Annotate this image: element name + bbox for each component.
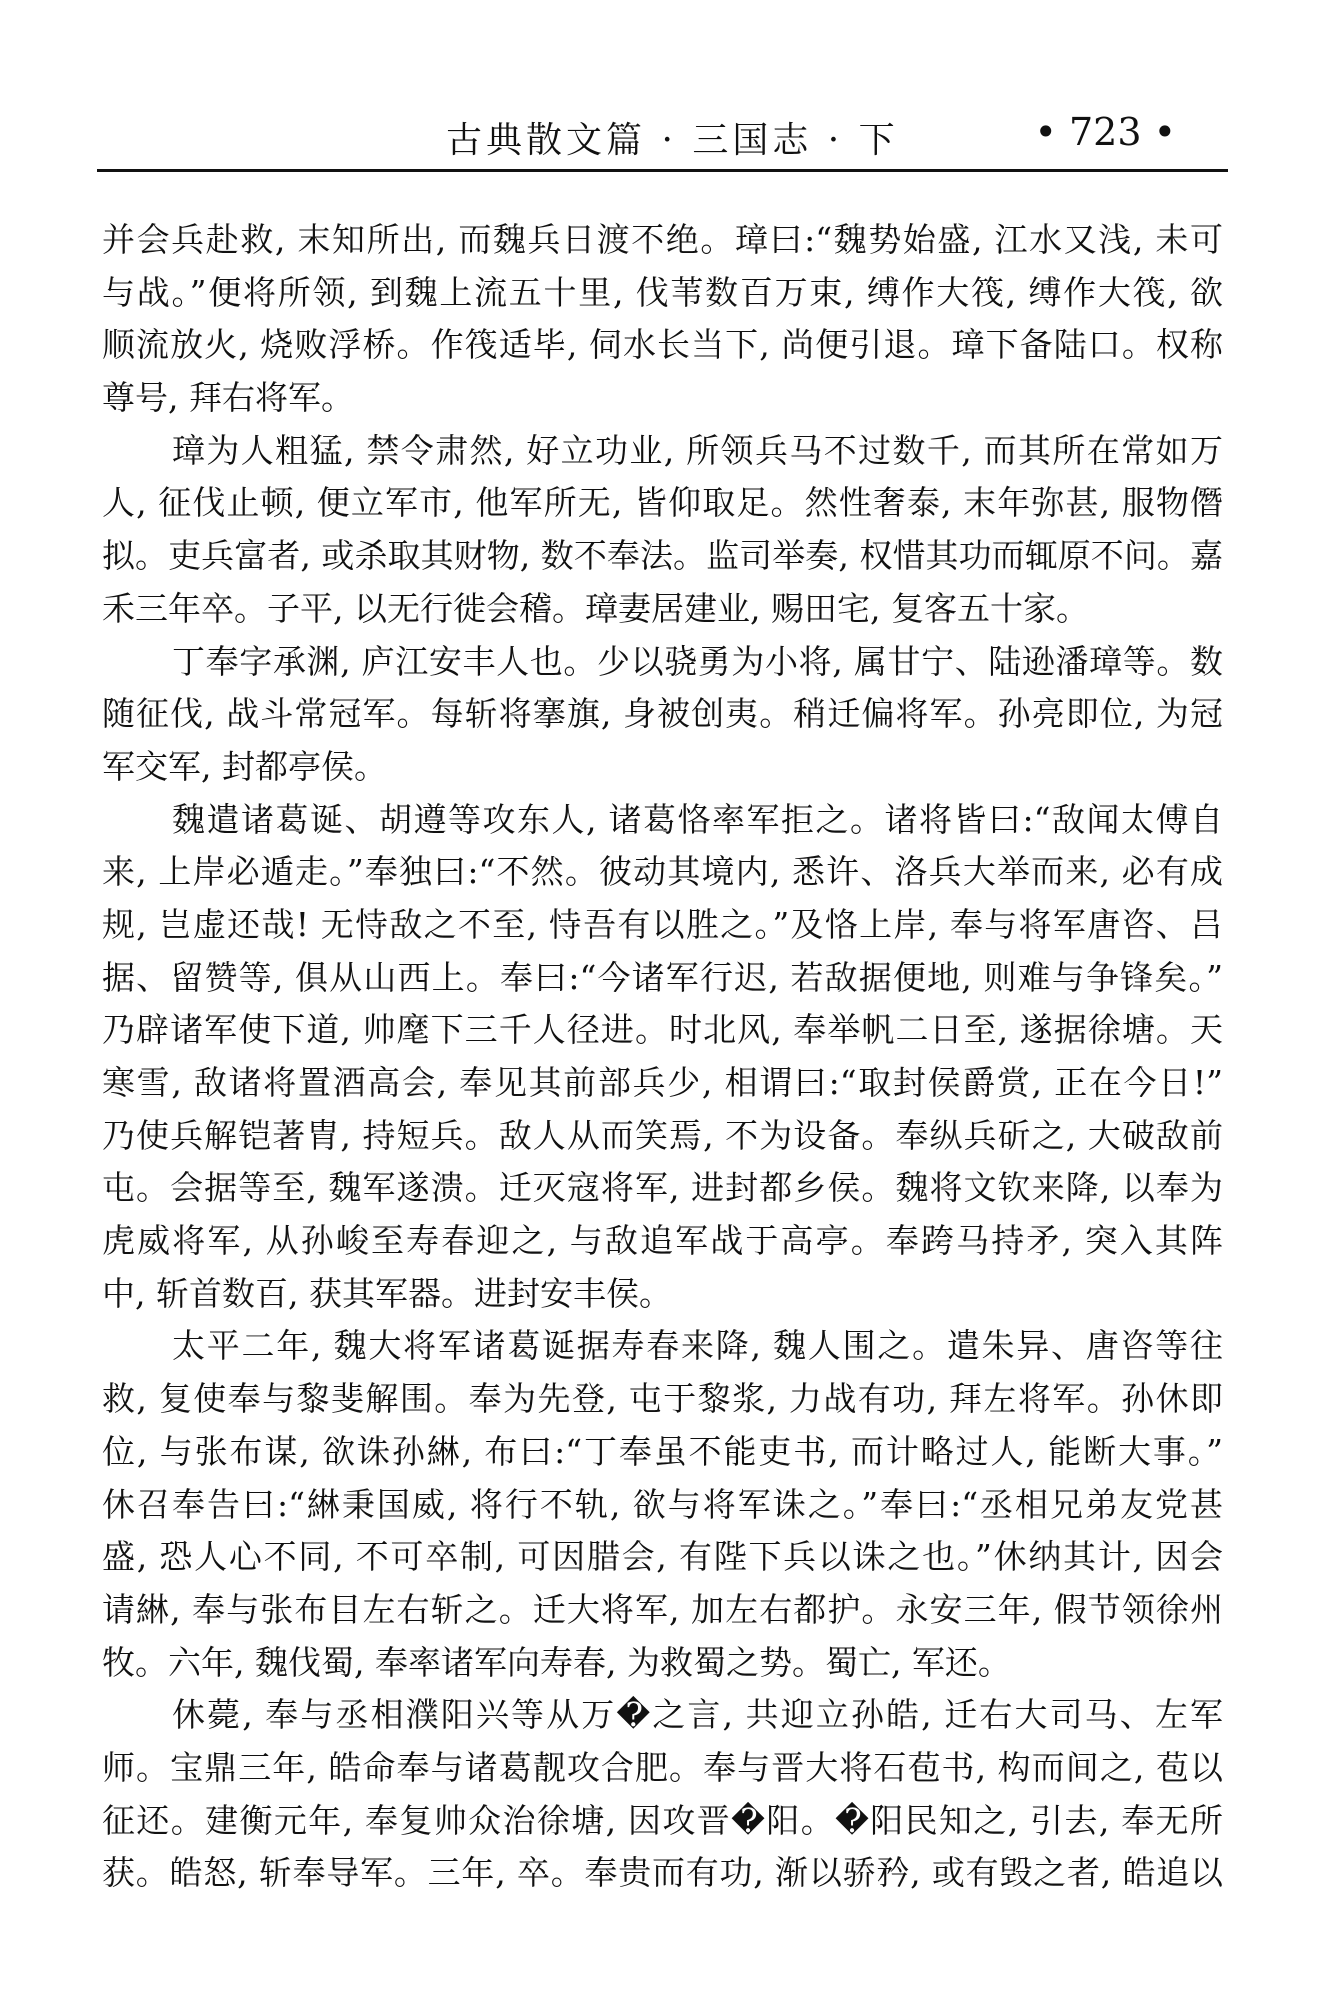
- text-line: 魏遣诸葛诞、胡遵等攻东人, 诸葛恪率军拒之。诸将皆曰:“敌闻太傅自: [172, 799, 1223, 839]
- text-line: 屯。会据等至, 魏军遂溃。迁灭寇将军, 进封都乡侯。魏将文钦来降, 以奉为: [102, 1168, 1223, 1208]
- text-line: 人, 征伐止顿, 便立军市, 他军所无, 皆仰取足。然性奢泰, 末年弥甚, 服物僭: [102, 483, 1223, 523]
- text-line: 虎威将军, 从孙峻至寿春迎之, 与敌追军战于高亭。奉跨马持矛, 突入其阵: [102, 1221, 1223, 1261]
- header-rule: [97, 169, 1228, 172]
- text-line: 乃使兵解铠著胄, 持短兵。敌人从而笑焉, 不为设备。奉纵兵斫之, 大破敌前: [102, 1115, 1223, 1155]
- text-line: 休薨, 奉与丞相濮阳兴等从万�之言, 共迎立孙皓, 迁右大司马、左军: [172, 1695, 1223, 1735]
- text-line: 盛, 恐人心不同, 不可卒制, 可因腊会, 有陛下兵以诛之也。”休纳其计, 因会: [102, 1537, 1223, 1577]
- text-line: 寒雪, 敌诸将置酒高会, 奉见其前部兵少, 相谓曰:“取封侯爵赏, 正在今日!”: [102, 1063, 1223, 1102]
- text-line: 璋为人粗猛, 禁令肃然, 好立功业, 所领兵马不过数千, 而其所在常如万: [172, 430, 1223, 470]
- text-line: 与战。”便将所领, 到魏上流五十里, 伐苇数百万束, 缚作大筏, 缚作大筏, 欲: [102, 272, 1223, 312]
- text-line: 中, 斩首数百, 获其军器。进封安丰侯。: [102, 1273, 672, 1313]
- text-line: 据、留赞等, 俱从山西上。奉曰:“今诸军行迟, 若敌据便地, 则难与争锋矣。”: [102, 957, 1223, 997]
- text-line: 救, 复使奉与黎斐解围。奉为先登, 屯于黎浆, 力战有功, 拜左将军。孙休即: [102, 1379, 1223, 1419]
- running-title: 古典散文篇 · 三国志 · 下: [446, 120, 899, 161]
- text-line: 丁奉字承渊, 庐江安丰人也。少以骁勇为小将, 属甘宁、陆逊潘璋等。数: [172, 641, 1223, 681]
- text-line: 军交军, 封都亭侯。: [102, 746, 387, 786]
- text-line: 并会兵赴救, 末知所出, 而魏兵日渡不绝。璋曰:“魏势始盛, 江水又浅, 未可: [102, 220, 1223, 259]
- running-header: [97, 108, 1228, 164]
- text-line: 征还。建衡元年, 奉复帅众治徐塘, 因攻晋�阳。�阳民知之, 引去, 奉无所: [102, 1800, 1223, 1840]
- text-line: 拟。吏兵富者, 或杀取其财物, 数不奉法。监司举奏, 权惜其功而辄原不问。嘉: [102, 536, 1223, 576]
- text-line: 尊号, 拜右将军。: [102, 378, 354, 418]
- text-line: 规, 岂虚还哉! 无恃敌之不至, 恃吾有以胜之。”及恪上岸, 奉与将军唐咨、吕: [102, 904, 1223, 944]
- page-number: • 723 •: [1034, 110, 1176, 154]
- text-line: 禾三年卒。子平, 以无行徙会稽。璋妻居建业, 赐田宅, 复客五十家。: [102, 588, 1089, 628]
- text-line: 休召奉告曰:“綝秉国威, 将行不轨, 欲与将军诛之。”奉曰:“丞相兄弟友党甚: [102, 1484, 1223, 1524]
- text-line: 顺流放火, 烧败浮桥。作筏适毕, 伺水长当下, 尚便引退。璋下备陆口。权称: [102, 325, 1223, 365]
- text-line: 随征伐, 战斗常冠军。每斩将搴旗, 身被创夷。稍迁偏将军。孙亮即位, 为冠: [102, 694, 1223, 734]
- text-line: 获。皓怒, 斩奉导军。三年, 卒。奉贵而有功, 渐以骄矜, 或有毁之者, 皓追以: [102, 1853, 1223, 1893]
- text-line: 师。宝鼎三年, 皓命奉与诸葛靓攻合肥。奉与晋大将石苞书, 构而间之, 苞以: [102, 1747, 1223, 1787]
- text-line: 乃辟诸军使下道, 帅麾下三千人径进。时北风, 奉举帆二日至, 遂据徐塘。天: [102, 1010, 1223, 1050]
- text-line: 太平二年, 魏大将军诸葛诞据寿春来降, 魏人围之。遣朱异、唐咨等往: [172, 1326, 1223, 1366]
- text-line: 请綝, 奉与张布目左右斩之。迁大将军, 加左右都护。永安三年, 假节领徐州: [102, 1589, 1223, 1629]
- body-text: [102, 214, 1223, 1900]
- text-line: 牧。六年, 魏伐蜀, 奉率诸军向寿春, 为救蜀之势。蜀亡, 军还。: [102, 1642, 1011, 1682]
- text-line: 位, 与张布谋, 欲诛孙綝, 布曰:“丁奉虽不能吏书, 而计略过人, 能断大事。”: [102, 1431, 1223, 1471]
- text-line: 来, 上岸必遁走。”奉独曰:“不然。彼动其境内, 悉许、洛兵大举而来, 必有成: [102, 852, 1223, 892]
